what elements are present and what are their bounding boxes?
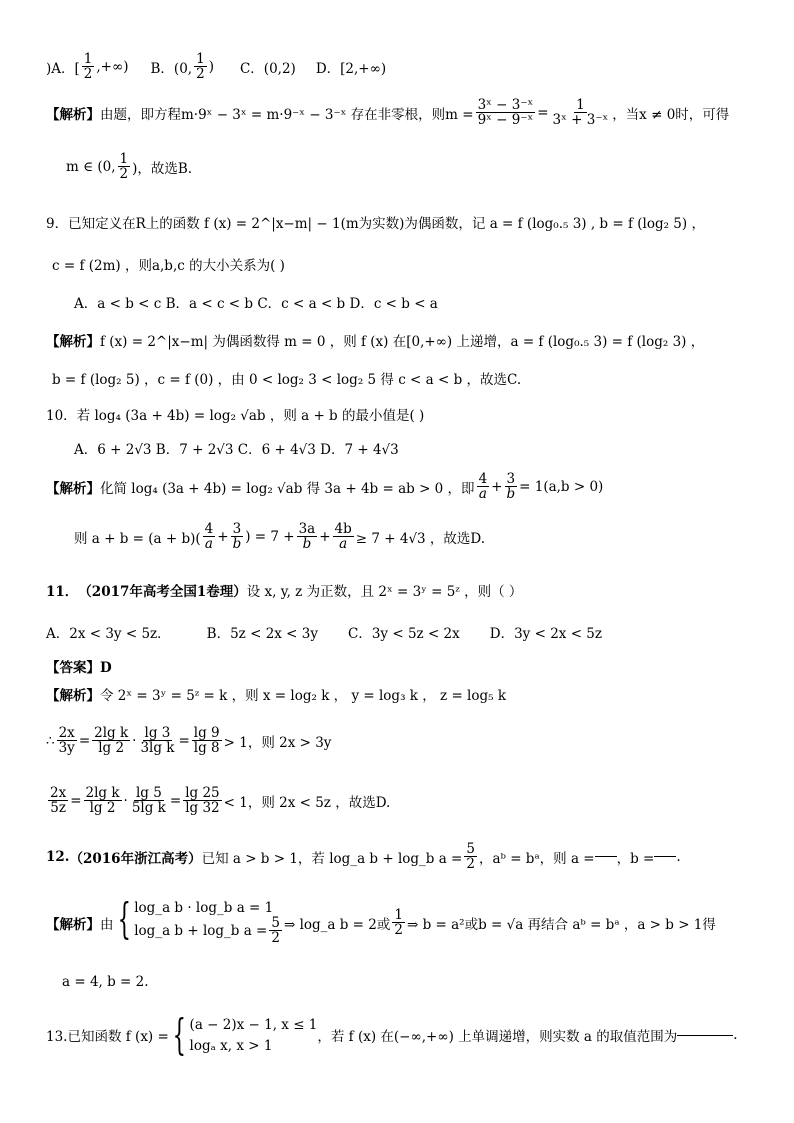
q8-option-b: B．(0,	[150, 60, 193, 77]
q11-fraction: $\frac{\text{2lg k}}{\lg 2}$	[94, 725, 129, 757]
q12-source: （2016年浙江高考）	[69, 850, 202, 867]
q12-solution: 【解析】 由 { log_a b · log_b a = 1 log_a b + log_b a = $\frac{5}{2}$ ⇒ log_a b = 2或 $\frac{1}{2}$ ⇒ b = a²或b = √a 再结合 aᵇ = bᵃ ，a > b > 1得	[46, 894, 716, 947]
q10-stem: 10．若 log₄ (3a + 4b) = log₂ √ab ，则 a + b 的最小值是( )	[46, 408, 425, 424]
solution-tag: 【解析】	[46, 688, 100, 704]
q11-option-c: C．3y < 5z < 2x	[348, 626, 460, 642]
q10-options: A．6 + 2√3 B．7 + 2√3 C．6 + 4√3 D．7 + 4√3	[74, 442, 399, 458]
q9-stem-line2: c = f (2m) ，则a,b,c 的大小关系为( )	[52, 258, 285, 274]
q10-solution-line1: 【解析】 化简 log₄ (3a + 4b) = log₂ √ab 得 3a + 4b = ab > 0 ，即 $\frac{4}{a}$ + $\frac{3}{b}$ = 1(a,b > 0)	[46, 471, 604, 503]
q11-solution-line2: ∴ $\frac{2x}{3y}$ = $\frac{\text{2lg k}}{\lg 2}$ · $\frac{\lg 3}{\text{3lg k}}$ = $\frac{\lg 9}{\lg 8}$ > 1，则 2x > 3y	[46, 725, 332, 757]
answer-blank-b[interactable]	[654, 856, 676, 857]
q11-fraction: $\frac{\lg 3}{\text{3lg k}}$	[140, 725, 175, 757]
q9-options: A．a < b < c B．a < c < b C．c < a < b D．c < b < a	[74, 296, 438, 312]
q11-stem: 11． （2017年高考全国1卷理） 设 x, y, z 为正数，且 2ˣ = 3ʸ = 5ᶻ ，则（ ）	[46, 580, 522, 600]
solution-tag: 【解析】	[46, 334, 100, 350]
q10-solution-line2: 则 a + b = (a + b)( $\frac{4}{a}$ + $\frac{3}{b}$ ) = 7 + $\frac{3a}{b}$ + $\frac{4b}{a}$ ≥ 7 + 4√3 ，故选D.	[74, 521, 486, 553]
solution-tag: 【解析】	[46, 106, 100, 123]
q9-stem-line1: 9．已知定义在R上的函数 f (x) = 2^|x−m| − 1(m为实数)为偶函数，记 a = f (log₀.₅ 3) , b = f (log₂ 5) ，	[46, 216, 705, 232]
q8-options: )A．[ $\frac{1}{2}$ ,+∞) B．(0, $\frac{1}{2}$ ) C．(0,2) D．[2,+∞)	[46, 51, 387, 83]
q10-fraction: $\frac{4}{a}$	[478, 471, 488, 503]
q9-solution-line2: b = f (log₂ 5) ，c = f (0) ，由 0 < log₂ 3 < log₂ 5 得 c < a < b ，故选C.	[52, 372, 522, 388]
q11-fraction: $\frac{\lg 5}{\text{5lg k}}$	[131, 785, 166, 817]
q12-solution-end: a = 4, b = 2.	[62, 974, 149, 990]
q8-option-b-fraction: $\frac{1}{2}$	[196, 51, 205, 83]
q11-fraction: $\frac{\text{2lg k}}{\lg 2}$	[85, 785, 120, 817]
q8-answer-fraction: $\frac{1}{2}$	[119, 151, 129, 183]
q11-option-d: D．3y < 2x < 5z	[489, 626, 602, 642]
answer-blank[interactable]	[677, 1035, 733, 1036]
q11-options	[46, 622, 602, 642]
q11-option-a: A．2x < 3y < 5z．	[46, 626, 171, 642]
q9-solution-line1: 【解析】 f (x) = 2^|x−m| 为偶函数得 m = 0 ，则 f (x) 在[0,+∞) 上递增，a = f (log₀.₅ 3) = f (log₂ 3) ，	[46, 330, 704, 350]
q11-solution-line1: 【解析】 令 2ˣ = 3ʸ = 5ᶻ = k ，则 x = log₂ k ， y = log₃ k ， z = log₅ k	[46, 684, 506, 704]
q13-piecewise: { (a − 2)x − 1, x ≤ 1 logₐ x, x > 1	[172, 1010, 318, 1059]
left-brace-icon: {	[117, 894, 131, 943]
q12-stem: 12. （2016年浙江高考） 已知 a > b > 1，若 log_a b + log_b a = $\frac{5}{2}$ ，aᵇ = bᵃ，则 a = ，b = .	[46, 841, 681, 873]
q10-fraction: $\frac{3}{b}$	[506, 471, 516, 503]
left-brace-icon: {	[172, 1010, 186, 1059]
q10-fraction: $\frac{4b}{a}$	[334, 521, 352, 553]
q10-fraction: $\frac{4}{a}$	[204, 521, 214, 553]
q12-equation-system: { log_a b · log_b a = 1 log_a b + log_b a = $\frac{5}{2}$	[117, 894, 280, 947]
q10-fraction: $\frac{3a}{b}$	[298, 521, 316, 553]
answer-blank-a[interactable]	[595, 856, 617, 857]
q12-fraction: $\frac{5}{2}$	[466, 841, 475, 873]
q8-option-c: C．(0,2)	[239, 60, 296, 77]
q12-fraction: $\frac{1}{2}$	[394, 907, 403, 939]
q8-solution-line2: m ∈ (0, $\frac{1}{2}$ )，故选B.	[66, 151, 193, 183]
solution-tag: 【解析】	[46, 480, 100, 497]
q11-option-b: B．5z < 2x < 3y	[206, 626, 319, 642]
q8-option-a: )A．[	[46, 60, 80, 77]
q10-fraction: $\frac{3}{b}$	[232, 521, 242, 553]
q8-fraction-1: $\frac{\text{3ˣ − 3⁻ˣ}}{\text{9ˣ − 9⁻ˣ}}$	[477, 97, 534, 129]
q11-answer: 【答案】D	[46, 660, 112, 676]
q11-fraction: $\frac{\lg 25}{\lg 32}$	[185, 785, 220, 817]
q8-option-a-fraction: $\frac{1}{2}$	[83, 51, 93, 83]
q12-fraction: $\frac{5}{2}$	[271, 915, 280, 947]
solution-tag: 【解析】	[46, 916, 100, 933]
q11-source: （2017年高考全国1卷理）	[78, 584, 247, 600]
q11-solution-line3: $\frac{2x}{5z}$ = $\frac{\text{2lg k}}{\lg 2}$ · $\frac{\lg 5}{\text{5lg k}}$ = $\frac{\lg 25}{\lg 32}$ < 1，则 2x < 5z ，故选D.	[50, 785, 391, 817]
q8-option-d: D．[2,+∞)	[315, 60, 387, 77]
q8-solution-line1: 【解析】 由题，即方程m·9ˣ − 3ˣ = m·9⁻ˣ − 3⁻ˣ 存在非零根，则m = $\frac{\text{3ˣ − 3⁻ˣ}}{\text{9ˣ − 9⁻ˣ}}$ = $\frac{1}{\text{3ˣ + 3⁻ˣ}}$ ，当x ≠ 0时，可得	[46, 97, 730, 129]
q11-fraction: $\frac{\lg 9}{\lg 8}$	[193, 725, 220, 757]
q8-fraction-2: $\frac{1}{\text{3ˣ + 3⁻ˣ}}$	[552, 97, 609, 129]
q13-stem: 13.已知函数 f (x) = { (a − 2)x − 1, x ≤ 1 logₐ x, x > 1 ，若 f (x) 在(−∞,+∞) 上单调递增，则实数 a 的取值范围为 .	[46, 1010, 738, 1059]
q11-fraction: $\frac{2x}{5z}$	[50, 785, 67, 817]
q11-fraction: $\frac{2x}{3y}$	[58, 725, 75, 757]
